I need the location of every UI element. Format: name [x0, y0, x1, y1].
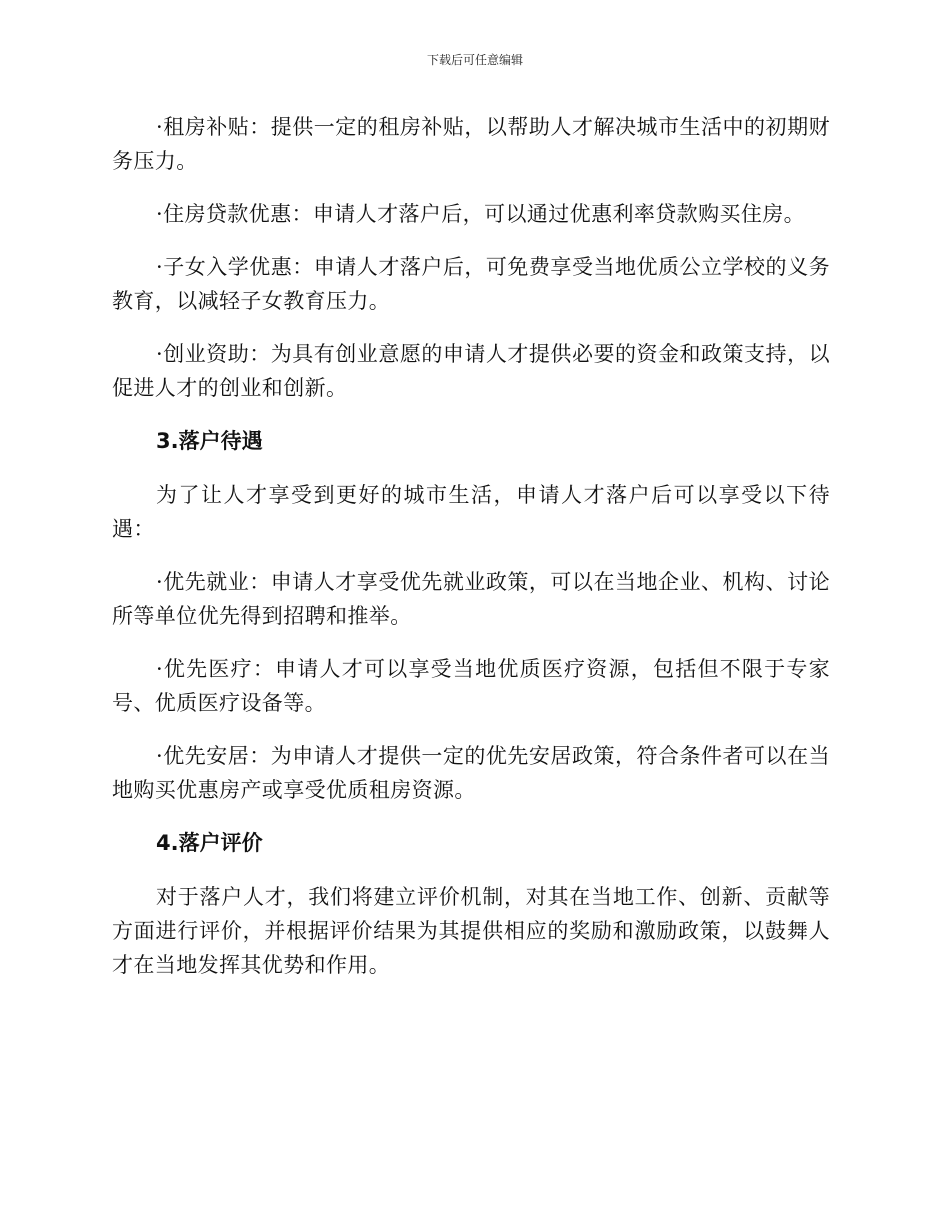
section-heading-settlement-benefits: 3.落户待遇 [156, 429, 263, 453]
paragraph-school-enrollment: ·子女入学优惠：申请人才落户后，可免费享受当地优质公立学校的义务教育，以减轻子女教育压力。 [112, 255, 830, 313]
page-header: 下载后可任意编辑 [426, 53, 523, 67]
paragraph-priority-employment: ·优先就业：申请人才享受优先就业政策，可以在当地企业、机构、讨论所等单位优先得到招聘和推举。 [112, 570, 830, 628]
paragraph-startup-funding: ·创业资助：为具有创业意愿的申请人才提供必要的资金和政策支持，以促进人才的创业和创新。 [112, 342, 830, 400]
document-body [112, 110, 830, 1001]
paragraph-rent-subsidy: ·租房补贴：提供一定的租房补贴，以帮助人才解决城市生活中的初期财务压力。 [112, 115, 830, 173]
paragraph-benefits-intro: 为了让人才享受到更好的城市生活，申请人才落户后可以享受以下待遇： [112, 483, 830, 541]
section-heading-settlement-evaluation: 4.落户评价 [156, 831, 263, 855]
paragraph-priority-medical: ·优先医疗：申请人才可以享受当地优质医疗资源，包括但不限于专家号、优质医疗设备等。 [112, 657, 830, 715]
paragraph-priority-housing: ·优先安居：为申请人才提供一定的优先安居政策，符合条件者可以在当地购买优惠房产或享受优质租房资源。 [112, 744, 830, 802]
paragraph-housing-loan: ·住房贷款优惠：申请人才落户后，可以通过优惠利率贷款购买住房。 [156, 202, 806, 226]
paragraph-evaluation: 对于落户人才，我们将建立评价机制，对其在当地工作、创新、贡献等方面进行评价，并根据评价结果为其提供相应的奖励和激励政策，以鼓舞人才在当地发挥其优势和作用。 [112, 885, 830, 977]
